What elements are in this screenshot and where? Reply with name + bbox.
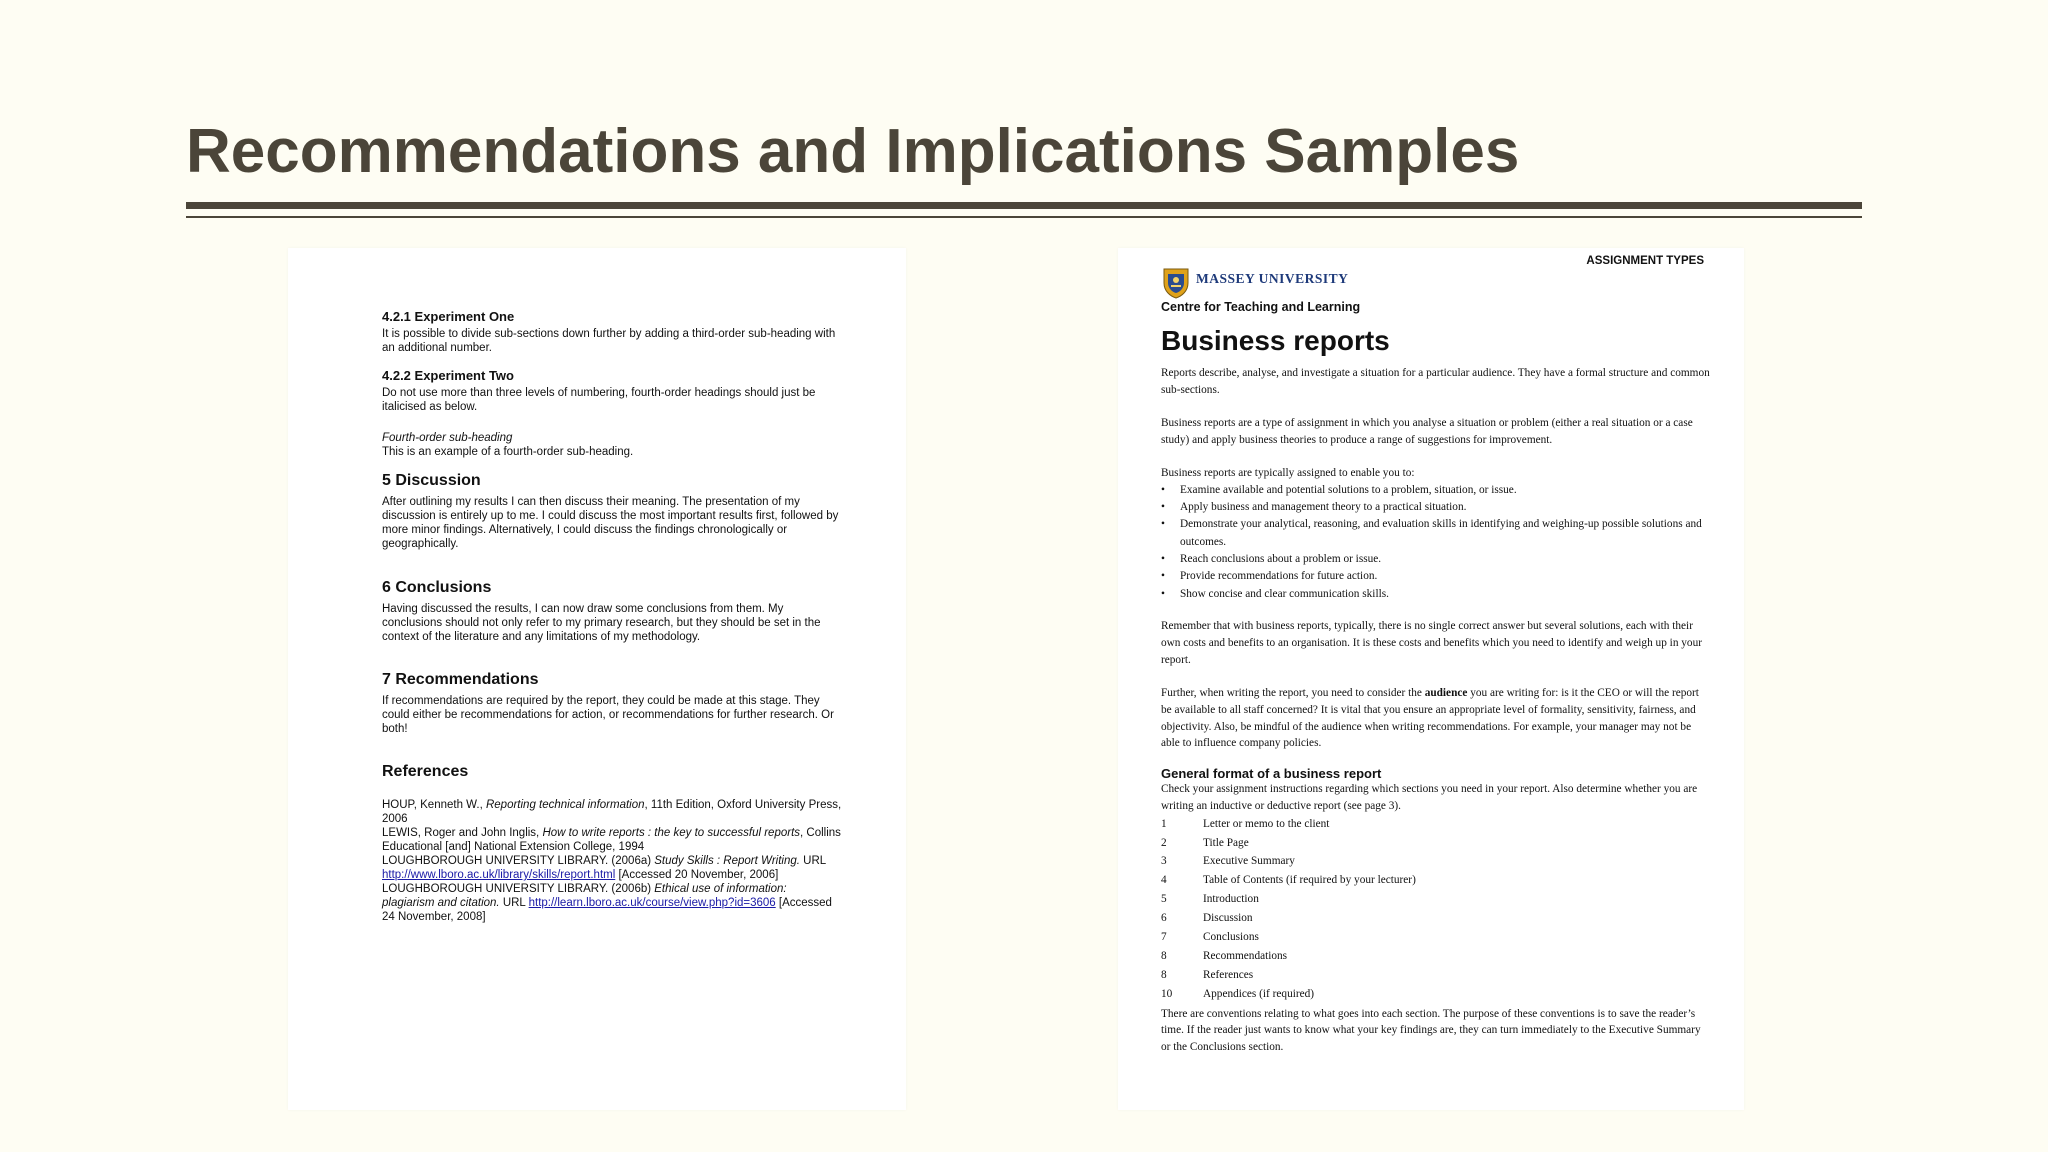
right-document-sample <box>1118 248 1744 1110</box>
reference-list <box>382 798 842 924</box>
university-crest-icon <box>1161 266 1191 300</box>
section-heading: 7 Recommendations <box>382 671 539 688</box>
list-item: 8 References <box>1161 968 1254 981</box>
list-item: 4 Table of Contents (if required by your lecturer) <box>1161 874 1416 887</box>
section-heading: Fourth-order sub-heading <box>382 432 513 444</box>
reference-item: LOUGHBOROUGH UNIVERSITY LIBRARY. (2006b) Ethical use of information: plagiarism and citation. URL http://learn.lboro.ac.uk/course/view.php?id=3606 [Accessed 24 November, 2008] <box>382 883 832 923</box>
section-body: After outlining my results I can then discuss their meaning. The presentation of my discussion is entirely up to me. I could discuss the most important results first, followed by more minor findings. Alternatively, I could discuss the findings chronologically or geographically. <box>382 496 839 550</box>
list-item: 7 Conclusions <box>1161 931 1259 944</box>
title-underline-thick <box>186 202 1862 209</box>
format-intro: Check your assignment instructions regarding which sections you need in your report. Also determine whether you are writing an inductive or deductive report (see page 3). <box>1161 783 1698 812</box>
intro-paragraph: Reports describe, analyse, and investigate a situation for a particular audience. They have a formal structure and common sub-sections. <box>1161 367 1710 396</box>
centre-name: Centre for Teaching and Learning <box>1161 300 1361 314</box>
list-item: 3 Executive Summary <box>1161 855 1295 868</box>
reference-link[interactable]: http://learn.lboro.ac.uk/course/view.php?id=3606 <box>528 897 776 909</box>
section-body: Having discussed the results, I can now draw some conclusions from them. My conclusions should not only refer to my primary research, but they should be set in the context of the literature and any limitations of my methodology. <box>382 603 821 643</box>
list-item: 8 Recommendations <box>1161 949 1288 962</box>
section-heading: 6 Conclusions <box>382 579 492 596</box>
list-item: • Apply business and management theory to a practical situation. <box>1161 499 1711 516</box>
purpose-section: Business reports are typically assigned to enable you to: • Examine available and potential solutions to a problem, situation, or issue. • Apply business and management theory to a practical situation. • Demonstrate your analytical, reasoning, and evaluation skills in identifying and weighing-up possible solutions and outcomes. • Reach conclusions about a problem or issue. • Provide recommendations for future action. • Show concise and clear communication skills. <box>1161 465 1711 603</box>
section-6-conclusions <box>382 579 842 644</box>
format-list <box>1161 815 1711 1004</box>
university-name: MASSEY UNIVERSITY <box>1196 271 1349 286</box>
list-item: 10 Appendices (if required) <box>1161 987 1315 1000</box>
section-heading: 4.2.1 Experiment One <box>382 309 515 324</box>
assignment-types-label: ASSIGNMENT TYPES <box>1586 255 1704 267</box>
list-item: • Reach conclusions about a problem or issue. <box>1161 551 1711 568</box>
title-underline-thin <box>186 216 1862 218</box>
section-body: This is an example of a fourth-order sub-heading. <box>382 446 634 458</box>
left-document-sample <box>288 248 906 1110</box>
closing-paragraph: There are conventions relating to what goes into each section. The purpose of these conventions is to save the reader’s time. If the reader just wants to know what your key findings are, they can turn immediately to the Executive Summary or the Conclusions section. <box>1161 1007 1701 1054</box>
purpose-list <box>1161 482 1711 603</box>
list-item: 5 Introduction <box>1161 893 1259 906</box>
audience-paragraph: Further, when writing the report, you need to consider the audience you are writing for: is it the CEO or will the report be available to all staff concerned? It is vital that you ensure an appropriate level of formality, sensitivity, fairness, and objectivity. Also, be mindful of the audience when writing recommendations. For example, your manager may not be able to influence company policies. <box>1161 687 1699 750</box>
list-item: • Show concise and clear communication skills. <box>1161 586 1711 603</box>
section-fourth-order <box>382 431 842 459</box>
section-7-recommendations <box>382 671 842 736</box>
slide-title: Recommendations and Implications Samples <box>186 117 1520 186</box>
remember-paragraph: Remember that with business reports, typically, there is no single correct answer but several solutions, each with their own costs and benefits to an organisation. It is these costs and benefits which you need to identify and weigh up in your report. <box>1161 620 1702 666</box>
list-item: • Provide recommendations for future action. <box>1161 568 1711 585</box>
reference-item: LEWIS, Roger and John Inglis, How to write reports : the key to successful reports, Collins Educational [and] National Extension College, 1994 <box>382 827 841 853</box>
list-item: 6 Discussion <box>1161 912 1253 925</box>
section-body: If recommendations are required by the report, they could be made at this stage. They could either be recommendations for action, or recommendations for further research. Or both! <box>382 695 834 735</box>
reference-item: HOUP, Kenneth W., Reporting technical information, 11th Edition, Oxford University Press, 2006 <box>382 799 842 825</box>
format-heading: General format of a business report <box>1161 766 1382 781</box>
section-5-discussion <box>382 472 842 551</box>
section-heading: 4.2.2 Experiment Two <box>382 368 514 383</box>
list-item: • Demonstrate your analytical, reasoning, and evaluation skills in identifying and weighing-up possible solutions and outcomes. <box>1161 516 1711 551</box>
section-body: Do not use more than three levels of numbering, fourth-order headings should just be italicised as below. <box>382 387 816 413</box>
format-section <box>1161 766 1711 1056</box>
list-item: • Examine available and potential solutions to a problem, situation, or issue. <box>1161 482 1711 499</box>
section-4-2-1 <box>382 309 842 355</box>
section-4-2-2 <box>382 368 842 414</box>
definition-paragraph: Business reports are a type of assignment in which you analyse a situation or problem (either a real situation or a case study) and apply business theories to produce a range of suggestions for improvement. <box>1161 417 1693 446</box>
reference-item: LOUGHBOROUGH UNIVERSITY LIBRARY. (2006a) Study Skills : Report Writing. URL http://www.lboro.ac.uk/library/skills/report.html [Accessed 20 November, 2006] <box>382 855 826 881</box>
references-heading: References <box>382 763 469 780</box>
document-title: Business reports <box>1161 325 1390 356</box>
references-section <box>382 763 842 924</box>
list-item: 2 Title Page <box>1161 836 1249 849</box>
section-body: It is possible to divide sub-sections down further by adding a third-order sub-heading with an additional number. <box>382 328 836 354</box>
section-heading: 5 Discussion <box>382 472 481 489</box>
list-item: 1 Letter or memo to the client <box>1161 817 1330 830</box>
reference-link[interactable]: http://www.lboro.ac.uk/library/skills/report.html <box>382 869 616 881</box>
